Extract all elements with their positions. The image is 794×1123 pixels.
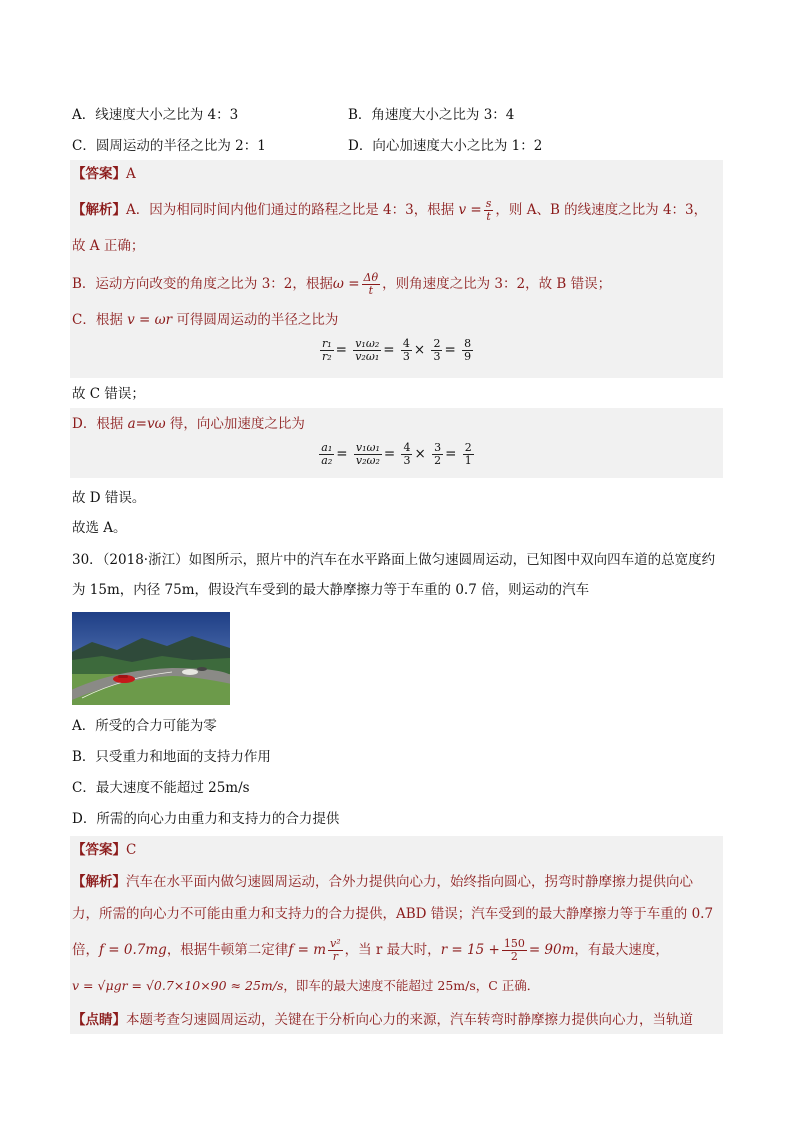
formula-fraction — [484, 198, 494, 223]
fraction-denominator: r — [332, 950, 338, 963]
q30-analysis-line-4 — [72, 976, 722, 996]
analysis-text: 倍， — [72, 942, 99, 958]
analysis-text: 可得圆周运动的半径之比为 — [176, 312, 339, 328]
formula-friction: f = 0.7mg — [99, 942, 167, 958]
fraction-numerator: 2 — [464, 441, 472, 454]
q30-option-c: C．最大速度不能超过 25m/s — [72, 780, 250, 796]
answer-value: C — [126, 842, 137, 858]
fraction-numerator: v₁ω₂ — [355, 337, 380, 350]
formula-radius: r = 15 + — [440, 942, 500, 958]
eq-fraction — [353, 338, 381, 363]
fraction-denominator: 3 — [403, 454, 411, 467]
q29-analysis-d-end: 故 D 错误。 — [72, 490, 146, 506]
fraction-denominator: v₂ω₂ — [355, 454, 380, 467]
fraction-denominator: t — [486, 210, 491, 223]
fraction-numerator: a₁ — [321, 441, 333, 454]
formula-v: v = — [458, 202, 482, 218]
fraction-denominator: 2 — [434, 454, 442, 467]
fraction-denominator: 3 — [433, 350, 441, 363]
fraction-denominator: r₂ — [321, 350, 332, 363]
q29-equation-d: $\frac{\text{a₁}}{\text{a₂}}$ = $\frac{\text{v₁ω₁}}{\text{v₂ω₂}}$ = $\frac{4}{3}$ × $\frac{3}{2}$ = $\frac{2}{1}$ — [321, 441, 472, 467]
q30-analysis-line-2: 力，所需的向心力不可能由重力和支持力的合力提供，ABD 错误；汽车受到的最大静摩擦力等于车重的 0.7 — [72, 906, 714, 922]
formula-newton: f = m — [288, 942, 327, 958]
fraction-numerator: 150 — [503, 937, 525, 950]
analysis-text: 得，向心加速度之比为 — [169, 416, 305, 432]
fraction-numerator: v₁ω₁ — [355, 441, 380, 454]
fraction-denominator: 3 — [402, 350, 410, 363]
comment-label: 【点睛】 — [72, 1012, 126, 1028]
fraction-numerator: 8 — [464, 337, 472, 350]
q29-option-b: B．角速度大小之比为 3：4 — [348, 107, 515, 123]
analysis-text: ，当 r 最大时， — [344, 942, 441, 958]
fraction-numerator: Δθ — [363, 271, 379, 284]
analysis-text: D．根据 — [72, 416, 124, 432]
fraction-numerator: 4 — [403, 441, 411, 454]
q29-answer-line — [72, 164, 722, 184]
eq-fraction — [431, 338, 442, 363]
q30-analysis-line-1 — [72, 872, 722, 892]
formula-fraction — [502, 938, 527, 963]
fraction-denominator: 1 — [464, 454, 472, 467]
formula-max-speed: v = √μgr = √0.7×10×90 ≈ 25m/s — [72, 978, 284, 993]
q30-comment-line — [72, 1010, 722, 1030]
fraction-numerator: s — [485, 197, 492, 210]
fraction-denominator: 2 — [510, 950, 518, 963]
q30-stem-line-1: 30．（2018·浙江）如图所示，照片中的汽车在水平路面上做匀速圆周运动，已知图中双向四车道的总宽度约 — [72, 552, 716, 568]
fraction-numerator: r₁ — [321, 337, 332, 350]
q30-option-d: D．所需的向心力由重力和支持力的合力提供 — [72, 811, 340, 827]
analysis-text: ，即车的最大速度不能超过 25m/s，C 正确． — [283, 978, 540, 993]
fraction-denominator: 9 — [464, 350, 472, 363]
q29-analysis-d — [72, 414, 722, 434]
formula-omega: ω = — [332, 276, 360, 292]
fraction-numerator: 2 — [433, 337, 441, 350]
q29-equation-c: $\frac{\text{r₁}}{\text{r₂}}$ = $\frac{\text{v₁ω₂}}{\text{v₂ω₁}}$ = $\frac{4}{3}$ × $\frac{2}{3}$ = $\frac{8}{9}$ — [321, 337, 472, 363]
q30-analysis-line-3 — [72, 938, 722, 963]
eq-fraction — [319, 442, 334, 467]
q29-analysis-a-end: 故 A 正确； — [72, 238, 145, 254]
answer-value: A — [126, 166, 136, 182]
analysis-label: 【解析】 — [72, 874, 126, 890]
formula-radius-value: = 90m — [528, 942, 575, 958]
fraction-numerator: v² — [330, 937, 341, 950]
road-photo-illustration — [72, 612, 230, 705]
q30-option-a: A．所受的合力可能为零 — [72, 718, 217, 734]
fraction-numerator: 4 — [402, 337, 410, 350]
q29-analysis-b — [72, 272, 722, 297]
analysis-label: 【解析】 — [72, 202, 126, 218]
analysis-text: A．因为相同时间内他们通过的路程之比是 4：3，根据 — [126, 202, 455, 218]
q29-analysis-c-end: 故 C 错误； — [72, 386, 145, 402]
q30-answer-line — [72, 840, 722, 860]
q29-option-d: D．向心加速度大小之比为 1：2 — [348, 138, 543, 154]
eq-fraction — [354, 442, 382, 467]
q29-analysis-a — [72, 198, 722, 223]
q30-stem-line-2: 为 15m，内径 75m，假设汽车受到的最大静摩擦力等于车重的 0.7 倍，则运动的汽车 — [72, 582, 590, 598]
comment-text: 本题考查匀速圆周运动，关键在于分析向心力的来源，汽车转弯时静摩擦力提供向心力，当轨道 — [126, 1012, 693, 1028]
fraction-denominator: t — [368, 284, 374, 297]
analysis-text: ，根据牛顿第二定律 — [166, 942, 289, 958]
q30-option-b: B．只受重力和地面的支持力作用 — [72, 749, 271, 765]
formula-v-omega-r: v = ωr — [127, 312, 173, 328]
eq-fraction — [401, 338, 412, 363]
curved-road-photo — [72, 612, 230, 705]
q30-answer-block — [70, 836, 723, 1034]
analysis-text: B．运动方向改变的角度之比为 3：2，根据 — [72, 276, 333, 292]
formula-a-v-omega: a=vω — [127, 416, 166, 432]
q29-conclusion: 故选 A。 — [72, 520, 127, 536]
eq-fraction — [432, 442, 443, 467]
eq-fraction — [320, 338, 334, 363]
answer-label: 【答案】 — [72, 842, 126, 858]
fraction-numerator: 3 — [434, 441, 442, 454]
formula-fraction — [362, 272, 381, 297]
q29-option-c: C．圆周运动的半径之比为 2：1 — [72, 138, 266, 154]
q29-analysis-c — [72, 310, 722, 330]
eq-fraction — [401, 442, 412, 467]
analysis-text: ，则角速度之比为 3：2，故 B 错误； — [382, 276, 612, 292]
analysis-text: ，则 A、B 的线速度之比为 4：3， — [495, 202, 708, 218]
analysis-text: ，有最大速度， — [574, 942, 669, 958]
q29-option-a: A．线速度大小之比为 4：3 — [72, 107, 239, 123]
analysis-text: C．根据 — [72, 312, 123, 328]
formula-fraction — [328, 938, 343, 963]
answer-label: 【答案】 — [72, 166, 126, 182]
fraction-denominator: v₂ω₁ — [355, 350, 380, 363]
fraction-denominator: a₂ — [321, 454, 333, 467]
eq-fraction — [462, 338, 473, 363]
eq-fraction — [463, 442, 474, 467]
analysis-text: 汽车在水平面内做匀速圆周运动，合外力提供向心力，始终指向圆心，拐弯时静摩擦力提供向心 — [126, 874, 693, 890]
